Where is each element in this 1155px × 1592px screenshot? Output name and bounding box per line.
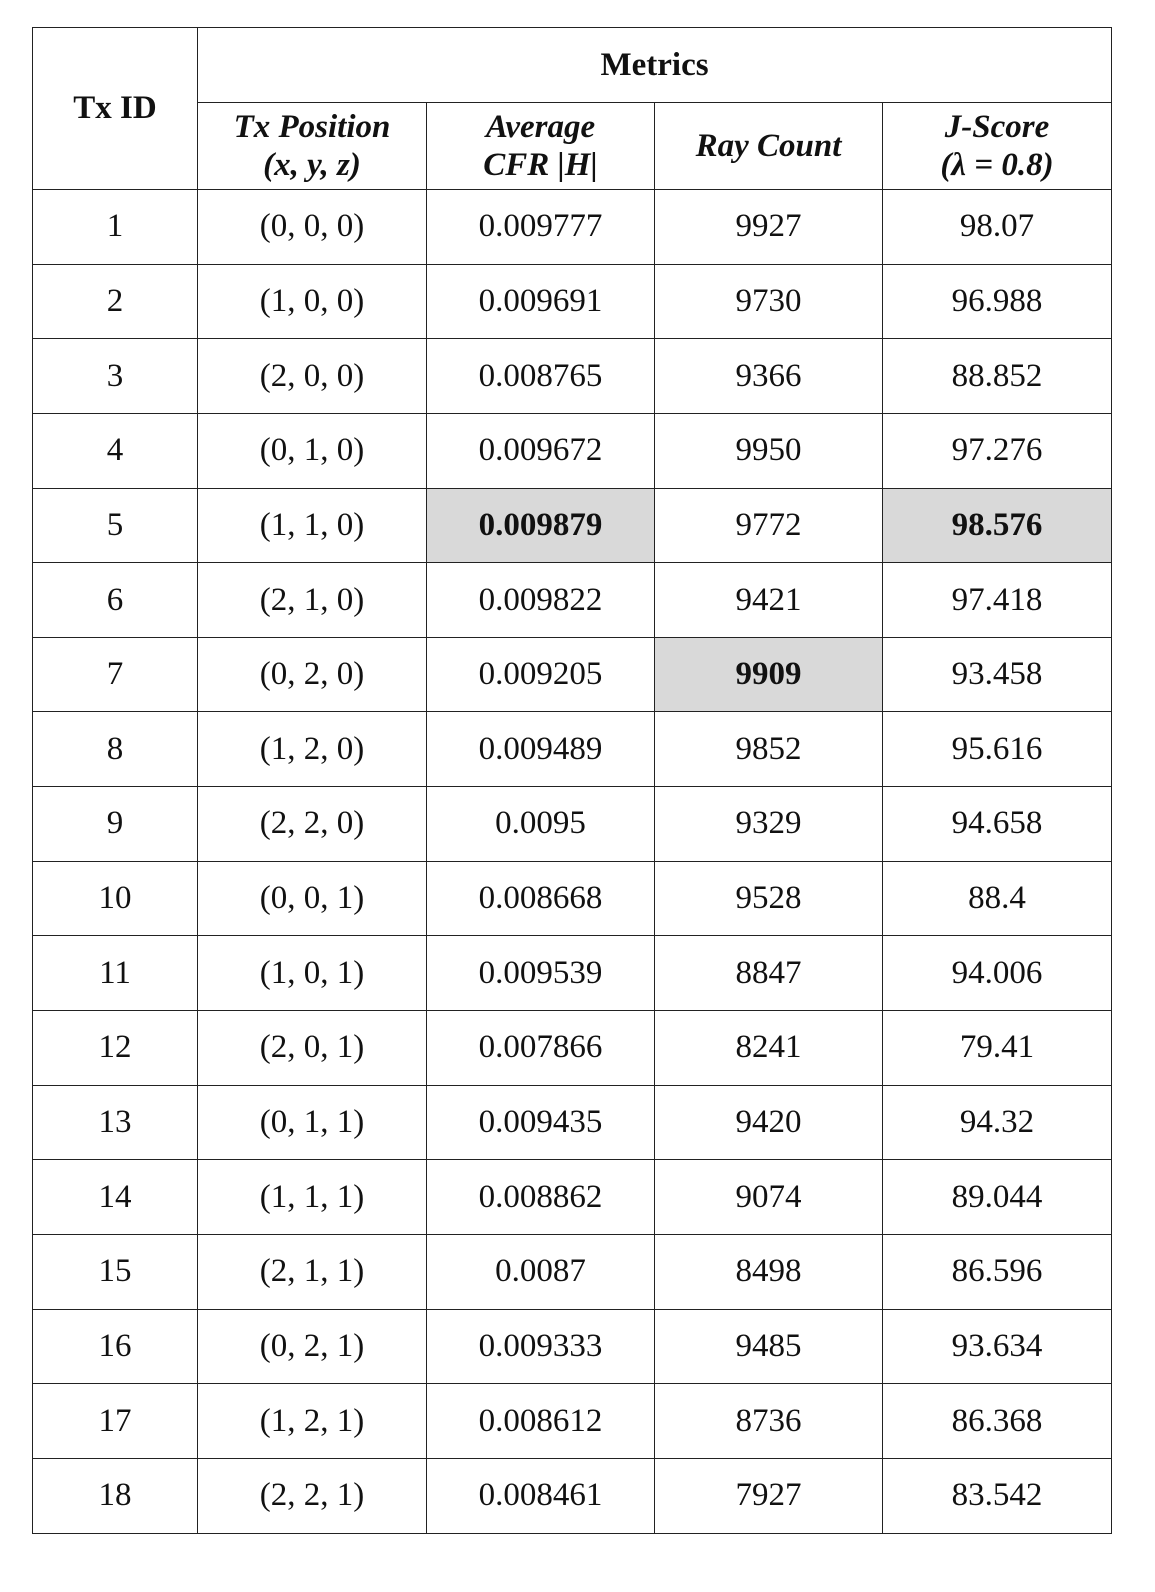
cell-tx-position: (2, 2, 0) [198,787,427,862]
cell-j-score: 98.576 [883,488,1112,563]
cell-ray-count: 7927 [655,1458,883,1533]
cell-tx-id: 9 [33,787,198,862]
table-row [33,1309,1112,1384]
cell-j-score: 88.4 [883,861,1112,936]
cell-tx-id: 10 [33,861,198,936]
cell-ray-count: 9485 [655,1309,883,1384]
header-average-cfr [427,103,655,190]
cell-tx-position: (0, 2, 1) [198,1309,427,1384]
header-average-cfr-line2: CFR |H| [483,147,598,183]
cell-tx-position: (1, 1, 0) [198,488,427,563]
header-j-score-line2: (λ = 0.8) [940,147,1054,183]
cell-tx-position: (0, 1, 1) [198,1085,427,1160]
table-row [33,1011,1112,1086]
cell-tx-position: (1, 0, 1) [198,936,427,1011]
table-row [33,637,1112,712]
cell-ray-count: 9420 [655,1085,883,1160]
cell-tx-position: (0, 1, 0) [198,413,427,488]
cell-ray-count: 8241 [655,1011,883,1086]
cell-tx-id: 3 [33,339,198,414]
table-row [33,413,1112,488]
cell-tx-id: 15 [33,1234,198,1309]
cell-tx-id: 13 [33,1085,198,1160]
cell-j-score: 83.542 [883,1458,1112,1533]
cell-average-cfr: 0.009777 [427,190,655,265]
cell-j-score: 94.658 [883,787,1112,862]
table-row [33,563,1112,638]
cell-j-score: 94.006 [883,936,1112,1011]
cell-ray-count: 9772 [655,488,883,563]
table-row [33,1160,1112,1235]
cell-ray-count: 9730 [655,264,883,339]
cell-j-score: 97.276 [883,413,1112,488]
cell-tx-id: 18 [33,1458,198,1533]
table-row [33,861,1112,936]
cell-tx-position: (0, 0, 1) [198,861,427,936]
cell-average-cfr: 0.009539 [427,936,655,1011]
cell-tx-position: (1, 1, 1) [198,1160,427,1235]
table-row [33,1384,1112,1459]
cell-ray-count: 9329 [655,787,883,862]
cell-ray-count: 9366 [655,339,883,414]
cell-ray-count: 9950 [655,413,883,488]
cell-tx-id: 1 [33,190,198,265]
header-tx-id: Tx ID [33,28,198,190]
cell-j-score: 93.634 [883,1309,1112,1384]
table-row [33,1234,1112,1309]
cell-tx-position: (1, 2, 0) [198,712,427,787]
cell-ray-count: 9852 [655,712,883,787]
cell-average-cfr: 0.009691 [427,264,655,339]
cell-j-score: 86.368 [883,1384,1112,1459]
table-row [33,264,1112,339]
cell-tx-id: 7 [33,637,198,712]
cell-ray-count: 8847 [655,936,883,1011]
cell-tx-id: 17 [33,1384,198,1459]
cell-tx-id: 11 [33,936,198,1011]
cell-ray-count: 9528 [655,861,883,936]
header-average-cfr-line1: Average [485,109,596,145]
table-row [33,712,1112,787]
cell-tx-position: (0, 0, 0) [198,190,427,265]
cell-tx-id: 2 [33,264,198,339]
cell-average-cfr: 0.009822 [427,563,655,638]
header-metrics: Metrics [198,28,1112,103]
header-tx-position-line2: (x, y, z) [263,147,361,183]
header-j-score-line1: J-Score [944,109,1050,145]
cell-average-cfr: 0.008668 [427,861,655,936]
cell-tx-position: (2, 0, 0) [198,339,427,414]
cell-average-cfr: 0.009205 [427,637,655,712]
cell-j-score: 89.044 [883,1160,1112,1235]
table-header [33,28,1112,190]
header-j-score [883,103,1112,190]
cell-tx-position: (2, 2, 1) [198,1458,427,1533]
cell-j-score: 97.418 [883,563,1112,638]
cell-ray-count: 9421 [655,563,883,638]
cell-tx-position: (2, 1, 1) [198,1234,427,1309]
cell-tx-id: 4 [33,413,198,488]
cell-ray-count: 8498 [655,1234,883,1309]
cell-average-cfr: 0.008862 [427,1160,655,1235]
cell-average-cfr: 0.009489 [427,712,655,787]
cell-tx-id: 6 [33,563,198,638]
cell-tx-position: (1, 0, 0) [198,264,427,339]
table-row [33,787,1112,862]
cell-tx-id: 14 [33,1160,198,1235]
cell-tx-position: (0, 2, 0) [198,637,427,712]
cell-tx-id: 12 [33,1011,198,1086]
cell-average-cfr: 0.008612 [427,1384,655,1459]
cell-average-cfr: 0.009672 [427,413,655,488]
cell-tx-id: 16 [33,1309,198,1384]
metrics-table [32,27,1112,1534]
cell-tx-position: (1, 2, 1) [198,1384,427,1459]
table-row [33,190,1112,265]
cell-average-cfr: 0.009879 [427,488,655,563]
cell-j-score: 93.458 [883,637,1112,712]
cell-j-score: 88.852 [883,339,1112,414]
table-body [33,190,1112,1534]
cell-average-cfr: 0.008765 [427,339,655,414]
cell-ray-count: 9074 [655,1160,883,1235]
cell-j-score: 98.07 [883,190,1112,265]
header-tx-position-line1: Tx Position [233,109,391,145]
cell-j-score: 96.988 [883,264,1112,339]
cell-ray-count: 9909 [655,637,883,712]
cell-tx-position: (2, 1, 0) [198,563,427,638]
cell-tx-position: (2, 0, 1) [198,1011,427,1086]
cell-j-score: 86.596 [883,1234,1112,1309]
cell-j-score: 79.41 [883,1011,1112,1086]
cell-ray-count: 8736 [655,1384,883,1459]
cell-ray-count: 9927 [655,190,883,265]
header-tx-position [198,103,427,190]
cell-average-cfr: 0.0087 [427,1234,655,1309]
cell-tx-id: 5 [33,488,198,563]
table-row [33,488,1112,563]
cell-tx-id: 8 [33,712,198,787]
table-row [33,1458,1112,1533]
cell-average-cfr: 0.0095 [427,787,655,862]
table-row [33,339,1112,414]
table-row [33,936,1112,1011]
table-row [33,1085,1112,1160]
cell-j-score: 94.32 [883,1085,1112,1160]
cell-average-cfr: 0.009333 [427,1309,655,1384]
header-ray-count: Ray Count [655,103,883,190]
cell-average-cfr: 0.008461 [427,1458,655,1533]
cell-average-cfr: 0.009435 [427,1085,655,1160]
cell-j-score: 95.616 [883,712,1112,787]
cell-average-cfr: 0.007866 [427,1011,655,1086]
